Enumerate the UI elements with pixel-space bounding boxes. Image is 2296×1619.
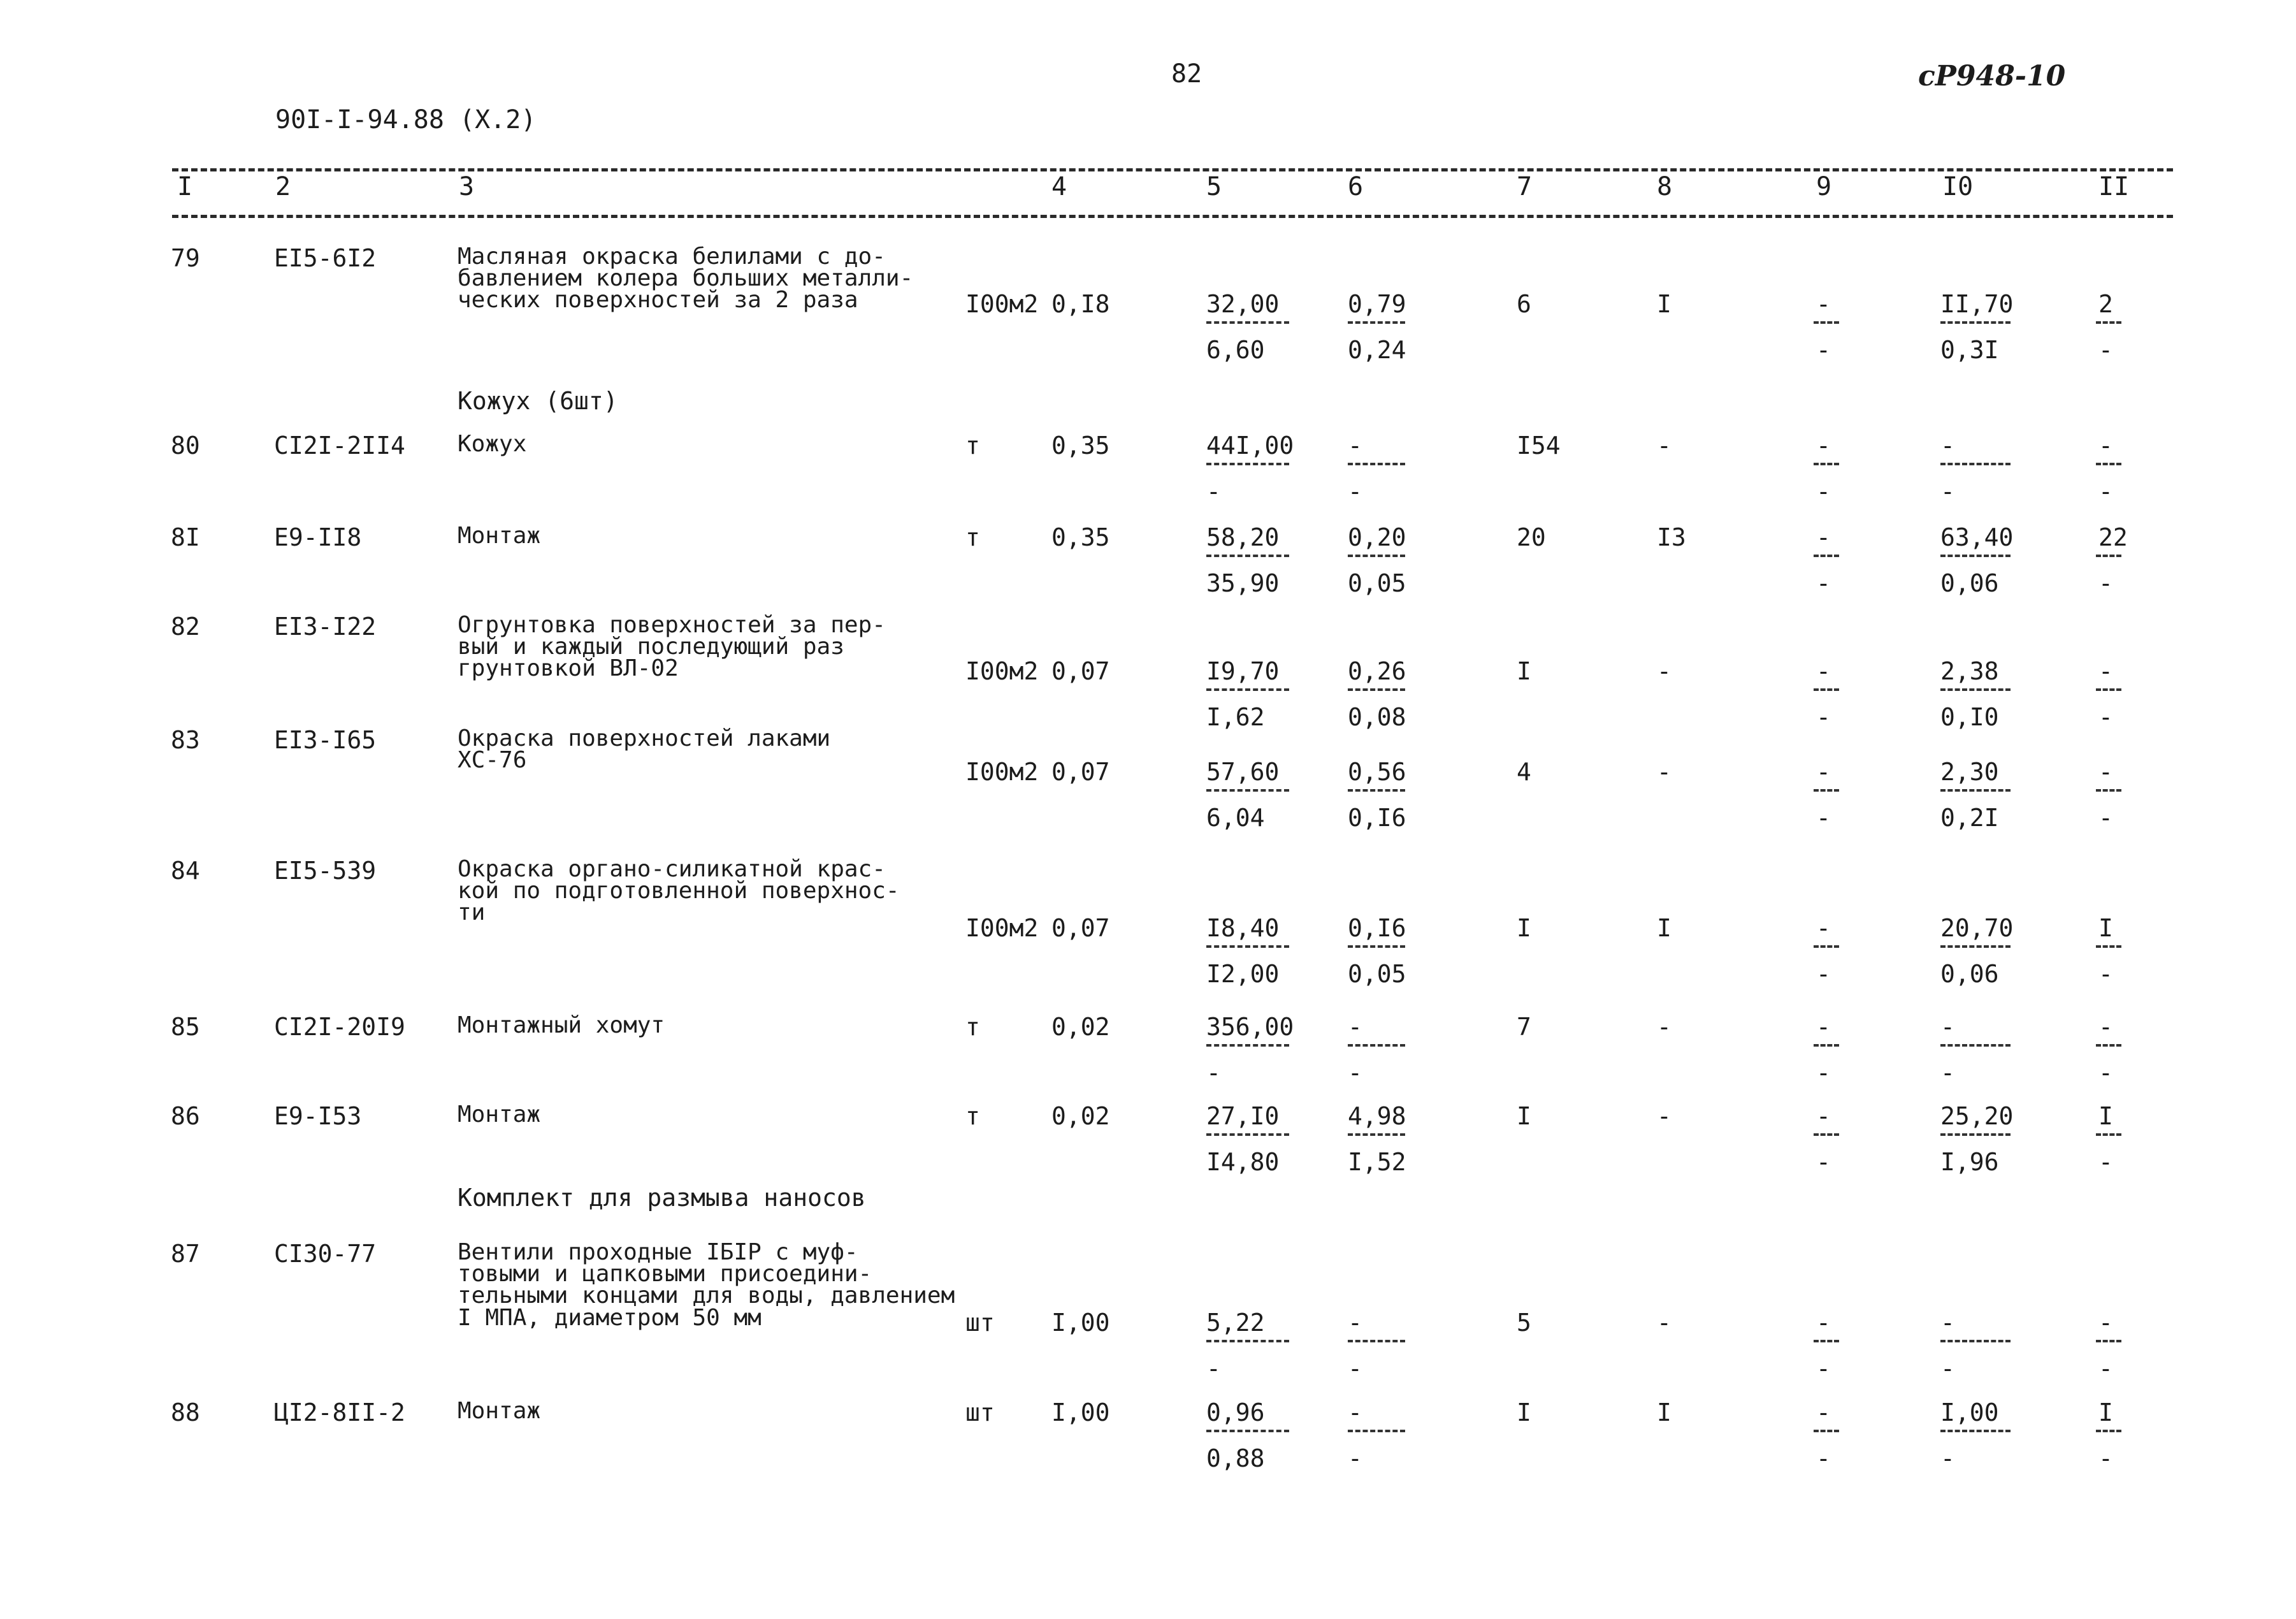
row-code: EI3-I65 [274,726,377,754]
col8-value: - [1657,1102,1671,1130]
col8-value: - [1657,432,1671,460]
row-unit: I00м2 [965,914,1039,942]
row-unit: шт [965,1309,995,1337]
row-number: 88 [171,1398,200,1427]
column-header-8: 8 [1657,172,1673,201]
col5-bottom: - [1206,477,1221,505]
col9-fraction-bar [1814,1430,1839,1432]
col9-bottom: - [1816,1148,1831,1176]
col9-top: - [1816,1102,1831,1130]
row-code: CI2I-20I9 [274,1013,405,1041]
col9-bottom: - [1816,1444,1831,1472]
col11-top: - [2098,432,2113,460]
col6-bottom: - [1348,1059,1362,1087]
col11-fraction-bar [2096,688,2121,691]
col10-top: 25,20 [1940,1102,2014,1130]
col10-fraction-bar [1940,945,2011,948]
col5-top: 5,22 [1206,1309,1265,1337]
row-description: Монтаж [458,1101,541,1128]
row-quantity: 0,07 [1051,657,1110,685]
col5-fraction-bar [1206,1340,1289,1342]
col5-bottom: I4,80 [1206,1148,1280,1176]
row-unit: I00м2 [965,657,1039,685]
col9-fraction-bar [1814,688,1839,691]
row-code: CI30-77 [274,1240,377,1268]
section-heading-text: Кожух (6шт) [458,387,618,415]
col10-bottom: 0,06 [1940,569,1999,597]
col5-fraction-bar [1206,555,1289,557]
col9-bottom: - [1816,1354,1831,1383]
page-number: 82 [1171,59,1202,89]
col11-top: - [2098,1309,2113,1337]
col10-top: 63,40 [1940,523,2014,551]
row-number: 83 [171,726,200,754]
row-unit: шт [965,1398,995,1427]
col11-bottom: - [2098,703,2113,731]
col5-top: I8,40 [1206,914,1280,942]
col10-top: 2,38 [1940,657,1999,685]
col11-top: - [2098,758,2113,786]
col5-top: 0,96 [1206,1398,1265,1427]
col7-value: 5 [1517,1309,1531,1337]
col11-top: - [2098,657,2113,685]
row-description: Монтаж [458,523,541,549]
col6-top: 0,20 [1348,523,1406,551]
col8-value: I [1657,1398,1671,1427]
row-code: EI5-539 [274,857,377,885]
col6-top: 0,79 [1348,290,1406,318]
col6-bottom: 0,08 [1348,703,1406,731]
col9-bottom: - [1816,336,1831,364]
col10-fraction-bar [1940,1430,2011,1432]
col10-bottom: 0,06 [1940,960,1999,988]
col5-fraction-bar [1206,1430,1289,1432]
col9-fraction-bar [1814,321,1839,324]
col7-value: 20 [1517,523,1546,551]
col10-bottom: - [1940,1059,1955,1087]
col7-value: I54 [1517,432,1561,460]
col6-bottom: 0,05 [1348,960,1406,988]
col9-top: - [1816,523,1831,551]
col6-fraction-bar [1348,1430,1405,1432]
row-description: Огрунтовка поверхностей за пер- вый и каждый последующий раз грунтовкой ВЛ-02 [458,612,886,682]
col10-top: - [1940,1013,1955,1041]
col6-top: - [1348,1398,1362,1427]
col8-value: - [1657,1013,1671,1041]
col5-top: 27,I0 [1206,1102,1280,1130]
col6-bottom: - [1348,1444,1362,1472]
column-header-6: 6 [1348,172,1364,201]
col5-fraction-bar [1206,321,1289,324]
col10-fraction-bar [1940,1133,2011,1136]
row-number: 87 [171,1240,200,1268]
col11-top: I [2098,1398,2113,1427]
row-description: Вентили проходные IБIР с муф- товыми и цапковыми присоедини- тельными концами для воды, давлением I МПА, диаметром 50 мм [458,1239,955,1331]
col10-fraction-bar [1940,555,2011,557]
col5-top: I9,70 [1206,657,1280,685]
col9-fraction-bar [1814,789,1839,792]
col7-value: I [1517,1398,1531,1427]
col9-bottom: - [1816,703,1831,731]
col6-top: - [1348,432,1362,460]
col5-bottom: I,62 [1206,703,1265,731]
col5-fraction-bar [1206,789,1289,792]
row-number: 82 [171,613,200,641]
row-number: 85 [171,1013,200,1041]
col5-top: 57,60 [1206,758,1280,786]
col6-bottom: I,52 [1348,1148,1406,1176]
col10-top: 20,70 [1940,914,2014,942]
col10-fraction-bar [1940,1340,2011,1342]
col9-fraction-bar [1814,1044,1839,1047]
column-header-5: 5 [1206,172,1222,201]
row-code: E9-I53 [274,1102,362,1130]
column-header-1: I [177,172,193,201]
col9-fraction-bar [1814,1133,1839,1136]
col8-value: I3 [1657,523,1686,551]
col5-bottom: 35,90 [1206,569,1280,597]
col11-top: - [2098,1013,2113,1041]
col11-bottom: - [2098,804,2113,832]
col9-top: - [1816,1013,1831,1041]
col5-fraction-bar [1206,1044,1289,1047]
row-unit: I00м2 [965,758,1039,786]
col5-fraction-bar [1206,1133,1289,1136]
column-header-7: 7 [1517,172,1533,201]
col5-bottom: - [1206,1354,1221,1383]
row-code: EI3-I22 [274,613,377,641]
col9-top: - [1816,657,1831,685]
col5-top: 44I,00 [1206,432,1294,460]
row-description: Монтаж [458,1398,541,1424]
col5-fraction-bar [1206,463,1289,465]
col9-fraction-bar [1814,945,1839,948]
col11-fraction-bar [2096,1340,2121,1342]
col5-fraction-bar [1206,688,1289,691]
row-number: 80 [171,432,200,460]
col9-top: - [1816,1398,1831,1427]
row-number: 8I [171,523,200,551]
row-unit: т [965,1102,980,1130]
col5-bottom: - [1206,1059,1221,1087]
row-quantity: 0,35 [1051,432,1110,460]
col11-bottom: - [2098,960,2113,988]
col6-fraction-bar [1348,945,1405,948]
col6-bottom: - [1348,1354,1362,1383]
col8-value: I [1657,914,1671,942]
col9-bottom: - [1816,569,1831,597]
column-header-11: II [2098,172,2130,201]
column-header-9: 9 [1816,172,1832,201]
col5-top: 58,20 [1206,523,1280,551]
col9-top: - [1816,290,1831,318]
col11-fraction-bar [2096,1430,2121,1432]
row-quantity: 0,07 [1051,914,1110,942]
row-code: CI2I-2II4 [274,432,405,460]
archive-code: сР948-10 [1918,60,2066,92]
header-rule-bottom [172,215,2173,218]
column-header-4: 4 [1051,172,1067,201]
col7-value: 7 [1517,1013,1531,1041]
col6-bottom: 0,05 [1348,569,1406,597]
col10-fraction-bar [1940,463,2011,465]
col10-top: 2,30 [1940,758,1999,786]
row-unit: т [965,432,980,460]
col10-top: - [1940,432,1955,460]
col11-fraction-bar [2096,1133,2121,1136]
column-header-2: 2 [275,172,291,201]
col10-fraction-bar [1940,789,2011,792]
col6-fraction-bar [1348,1044,1405,1047]
col9-fraction-bar [1814,1340,1839,1342]
col6-top: - [1348,1013,1362,1041]
column-header-3: 3 [459,172,475,201]
row-quantity: I,00 [1051,1398,1110,1427]
col6-fraction-bar [1348,688,1405,691]
header-rule-top [172,168,2173,171]
col7-value: 6 [1517,290,1531,318]
col5-bottom: 6,60 [1206,336,1265,364]
col6-top: 0,56 [1348,758,1406,786]
col11-fraction-bar [2096,321,2121,324]
col9-bottom: - [1816,804,1831,832]
col6-fraction-bar [1348,321,1405,324]
col11-top: 2 [2098,290,2113,318]
row-quantity: 0,35 [1051,523,1110,551]
col6-top: 0,26 [1348,657,1406,685]
col9-top: - [1816,914,1831,942]
col9-top: - [1816,432,1831,460]
col11-bottom: - [2098,1059,2113,1087]
col9-fraction-bar [1814,555,1839,557]
row-quantity: 0,02 [1051,1102,1110,1130]
col11-fraction-bar [2096,463,2121,465]
row-quantity: 0,I8 [1051,290,1110,318]
col5-fraction-bar [1206,945,1289,948]
row-number: 84 [171,857,200,885]
col9-top: - [1816,1309,1831,1337]
col11-bottom: - [2098,336,2113,364]
col6-bottom: 0,24 [1348,336,1406,364]
row-description: Окраска органо-силикатной крас- кой по подготовленной поверхнос- ти [458,856,900,926]
col6-bottom: - [1348,477,1362,505]
col6-top: 0,I6 [1348,914,1406,942]
row-quantity: 0,07 [1051,758,1110,786]
col10-fraction-bar [1940,688,2011,691]
col11-bottom: - [2098,1444,2113,1472]
col11-fraction-bar [2096,555,2121,557]
col11-fraction-bar [2096,945,2121,948]
col10-fraction-bar [1940,1044,2011,1047]
column-header-10: I0 [1942,172,1974,201]
col11-bottom: - [2098,569,2113,597]
row-description: Кожух [458,431,527,457]
col9-top: - [1816,758,1831,786]
col5-bottom: I2,00 [1206,960,1280,988]
col10-bottom: - [1940,477,1955,505]
col5-top: 32,00 [1206,290,1280,318]
col8-value: - [1657,758,1671,786]
col10-bottom: I,96 [1940,1148,1999,1176]
row-quantity: 0,02 [1051,1013,1110,1041]
col10-fraction-bar [1940,321,2011,324]
col10-top: I,00 [1940,1398,1999,1427]
col7-value: 4 [1517,758,1531,786]
col10-bottom: 0,3I [1940,336,1999,364]
col7-value: I [1517,1102,1531,1130]
col9-fraction-bar [1814,463,1839,465]
row-unit: т [965,1013,980,1041]
row-code: EI5-6I2 [274,244,377,272]
col11-bottom: - [2098,477,2113,505]
section-heading-text: Комплект для размыва наносов [458,1184,866,1212]
col8-value: - [1657,1309,1671,1337]
row-description: Окраска поверхностей лаками ХС-76 [458,725,831,774]
row-number: 79 [171,244,200,272]
row-unit: I00м2 [965,290,1039,318]
col6-fraction-bar [1348,463,1405,465]
col6-top: 4,98 [1348,1102,1406,1130]
col10-top: II,70 [1940,290,2014,318]
col10-bottom: - [1940,1444,1955,1472]
col9-bottom: - [1816,477,1831,505]
col9-bottom: - [1816,1059,1831,1087]
col5-top: 356,00 [1206,1013,1294,1041]
row-description: Монтажный хомут [458,1012,665,1038]
col10-top: - [1940,1309,1955,1337]
col9-bottom: - [1816,960,1831,988]
col6-fraction-bar [1348,555,1405,557]
col7-value: I [1517,914,1531,942]
row-code: E9-II8 [274,523,362,551]
col11-bottom: - [2098,1148,2113,1176]
col5-bottom: 6,04 [1206,804,1265,832]
col6-top: - [1348,1309,1362,1337]
col10-bottom: 0,I0 [1940,703,1999,731]
col11-top: I [2098,1102,2113,1130]
document-code: 90I-I-94.88 (X.2) [275,105,537,134]
col11-bottom: - [2098,1354,2113,1383]
col8-value: I [1657,290,1671,318]
col6-fraction-bar [1348,1340,1405,1342]
col6-fraction-bar [1348,1133,1405,1136]
row-unit: т [965,523,980,551]
row-description: Масляная окраска белилами с до- бавлением колера больших металли- ческих поверхностей за 2 раза [458,243,914,314]
col8-value: - [1657,657,1671,685]
col11-top: 22 [2098,523,2128,551]
row-quantity: I,00 [1051,1309,1110,1337]
col7-value: I [1517,657,1531,685]
col11-fraction-bar [2096,789,2121,792]
col6-bottom: 0,I6 [1348,804,1406,832]
col11-fraction-bar [2096,1044,2121,1047]
col10-bottom: 0,2I [1940,804,1999,832]
col10-bottom: - [1940,1354,1955,1383]
col5-bottom: 0,88 [1206,1444,1265,1472]
row-number: 86 [171,1102,200,1130]
col6-fraction-bar [1348,789,1405,792]
col11-top: I [2098,914,2113,942]
row-code: ЦI2-8II-2 [274,1398,405,1427]
